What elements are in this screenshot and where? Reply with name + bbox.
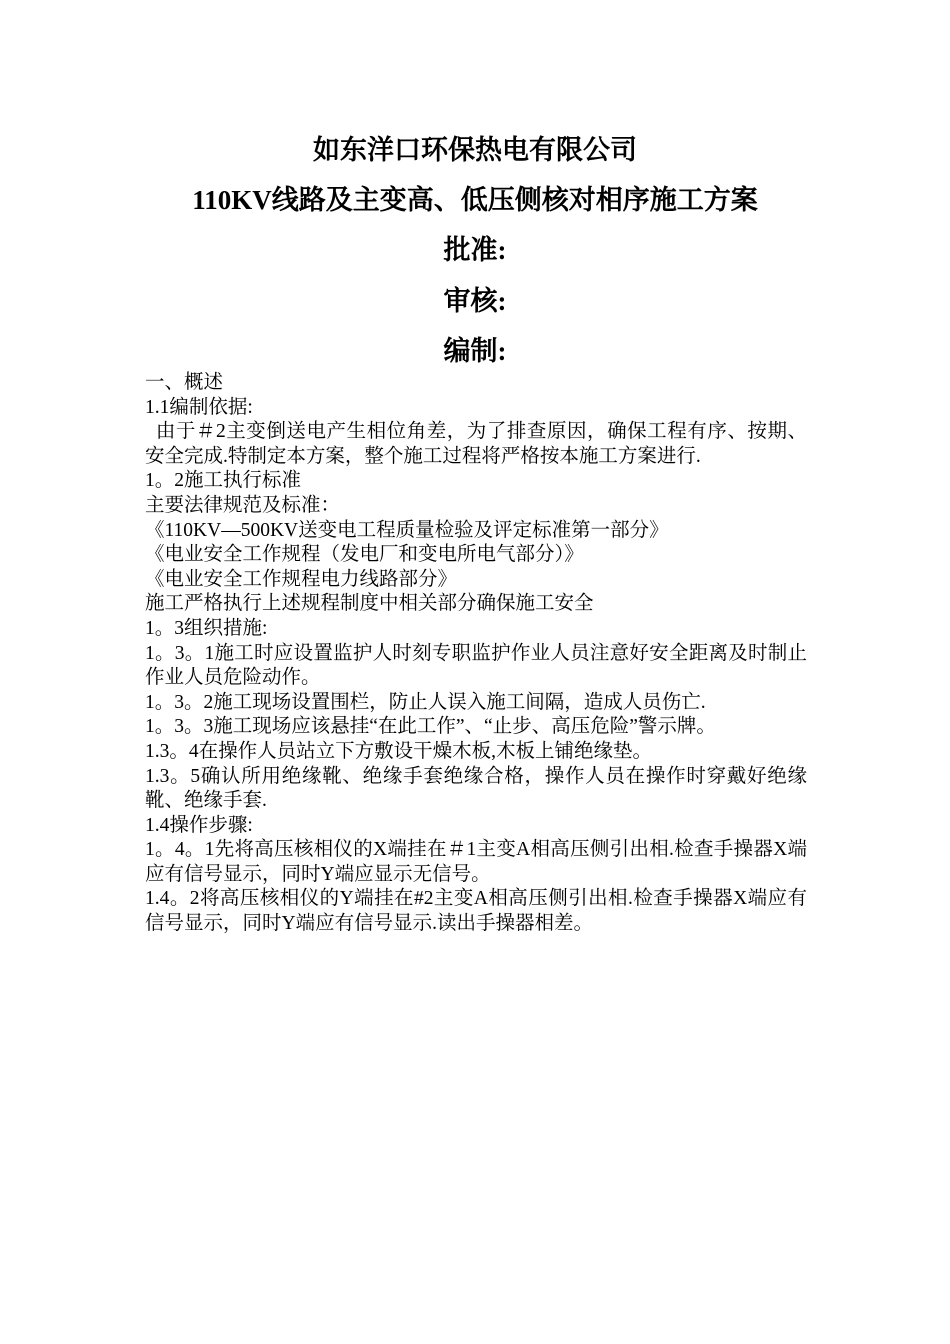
standards-note: 施工严格执行上述规程制度中相关部分确保施工安全 xyxy=(145,593,594,615)
organization-item: 1。3。1施工时应设置监护人时刻专职监护作业人员注意好安全距离及时制止作业人员危险动作。 xyxy=(145,642,807,689)
standard-item: 《电业安全工作规程（发电厂和变电所电气部分）》 xyxy=(145,544,584,566)
document-title: 110KV线路及主变高、低压侧核对相序施工方案 xyxy=(192,185,758,215)
document-body xyxy=(145,371,807,937)
procedure-step: 1。4。1先将高压核相仪的X端挂在＃1主变A相高压侧引出相.检查手操器X端应有信号显示，同时Y端应显示无信号。 xyxy=(145,839,807,885)
review-line: 审核: xyxy=(443,286,507,316)
standard-item: 《电业安全工作规程电力线路部分》 xyxy=(145,568,458,590)
prepared-by-line: 编制: xyxy=(443,336,507,366)
organization-item: 1。3。3施工现场应该悬挂“在此工作”、“止步、高压危险”警示牌。 xyxy=(145,716,716,738)
subsection-heading-procedure: 1.4操作步骤: xyxy=(145,814,253,836)
organization-item: 1。3。2施工现场设置围栏，防止人误入施工间隔，造成人员伤亡. xyxy=(145,691,706,713)
procedure-step: 1.4。2将高压核相仪的Y端挂在#2主变A相高压侧引出相.检查手操器X端应有信号显示，同时Y端应有信号显示.读出手操器相差。 xyxy=(145,888,807,935)
organization-item: 1.3。5确认所用绝缘靴、绝缘手套绝缘合格，操作人员在操作时穿戴好绝缘靴、绝缘手套. xyxy=(145,765,807,812)
section-heading-overview: 一、概述 xyxy=(145,372,224,393)
standards-intro: 主要法律规范及标准： xyxy=(145,494,341,516)
standard-item: 《110KV—500KV送变电工程质量检验及评定标准第一部分》 xyxy=(145,519,669,541)
company-name: 如东洋口环保热电有限公司 xyxy=(313,135,637,165)
organization-item: 1.3。4在操作人员站立下方敷设干燥木板,木板上铺绝缘垫。 xyxy=(145,740,653,762)
basis-paragraph: 由于＃2主变倒送电产生相位角差，为了排查原因，确保工程有序、按期、安全完成.特制定本方案，整个施工过程将严格按本施工方案进行. xyxy=(145,421,807,467)
subsection-heading-standards: 1。2施工执行标准 xyxy=(145,470,302,492)
approval-line: 批准: xyxy=(443,235,507,265)
subsection-heading-organization: 1。3组织措施: xyxy=(145,617,268,639)
subsection-heading-basis: 1.1编制依据: xyxy=(145,396,253,418)
